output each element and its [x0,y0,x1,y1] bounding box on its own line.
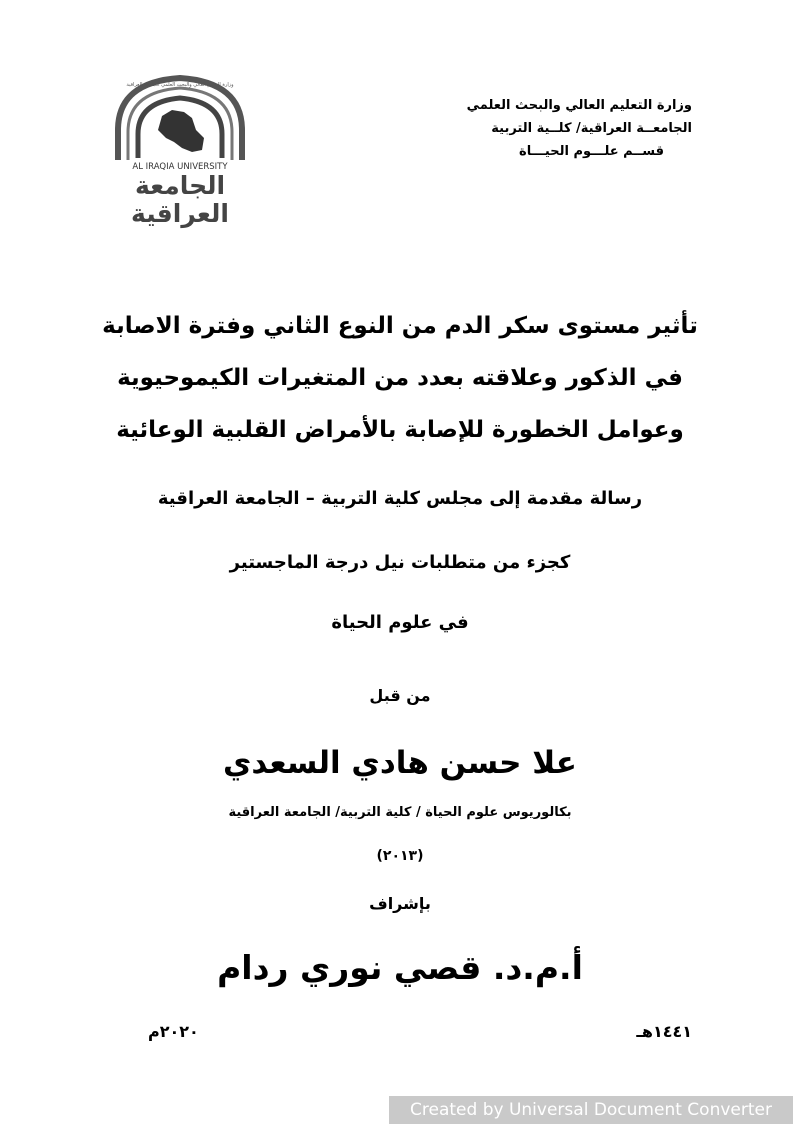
submission-line-3: في علوم الحياة [331,612,469,633]
supervision-label: بإشراف [369,894,431,913]
svg-text:وزارة التعليم العالي والبحث ال: وزارة التعليم العالي والبحث العلمي الجامعة العراقية [126,82,234,88]
university-college: الجامعــة العراقية/ كلــية التربية [491,121,692,136]
hijri-date: ١٤٤١هـ [636,1022,692,1041]
title-line-1: تأثير مستوى سكر الدم من النوع الثاني وفترة الاصابة [102,313,698,339]
degree-year: (٢٠١٣) [376,848,424,864]
department-name: قســم علـــوم الحيـــاة [519,144,664,159]
author-degree: بكالوريوس علوم الحياة / كلية التربية/ الجامعة العراقية [228,805,572,820]
ministry-name: وزارة التعليم العالي والبحث العلمي [466,98,692,113]
by-label: من قبل [369,686,431,705]
gregorian-date: ٢٠٢٠م [148,1022,199,1041]
svg-text:العراقية: العراقية [131,199,229,228]
author-name: علا حسن هادي السعدي [223,745,577,781]
svg-text:الجامعة: الجامعة [134,171,226,200]
title-line-2: في الذكور وعلاقته بعدد من المتغيرات الكيموحيوية [117,365,683,391]
university-logo [110,72,250,230]
title-line-3: وعوامل الخطورة للإصابة بالأمراض القلبية الوعائية [116,417,684,443]
supervisor-name: أ.م.د. قصي نوري ردام [217,948,583,987]
submission-line-1: رسالة مقدمة إلى مجلس كلية التربية – الجامعة العراقية [157,488,643,509]
header-block [392,94,692,163]
svg-text:AL IRAQIA UNIVERSITY: AL IRAQIA UNIVERSITY [132,162,228,172]
thesis-title [0,300,800,456]
logo-emblem [110,72,250,230]
submission-line-2: كجزء من متطلبات نيل درجة الماجستير [229,552,571,573]
converter-watermark: Created by Universal Document Converter [389,1096,793,1124]
